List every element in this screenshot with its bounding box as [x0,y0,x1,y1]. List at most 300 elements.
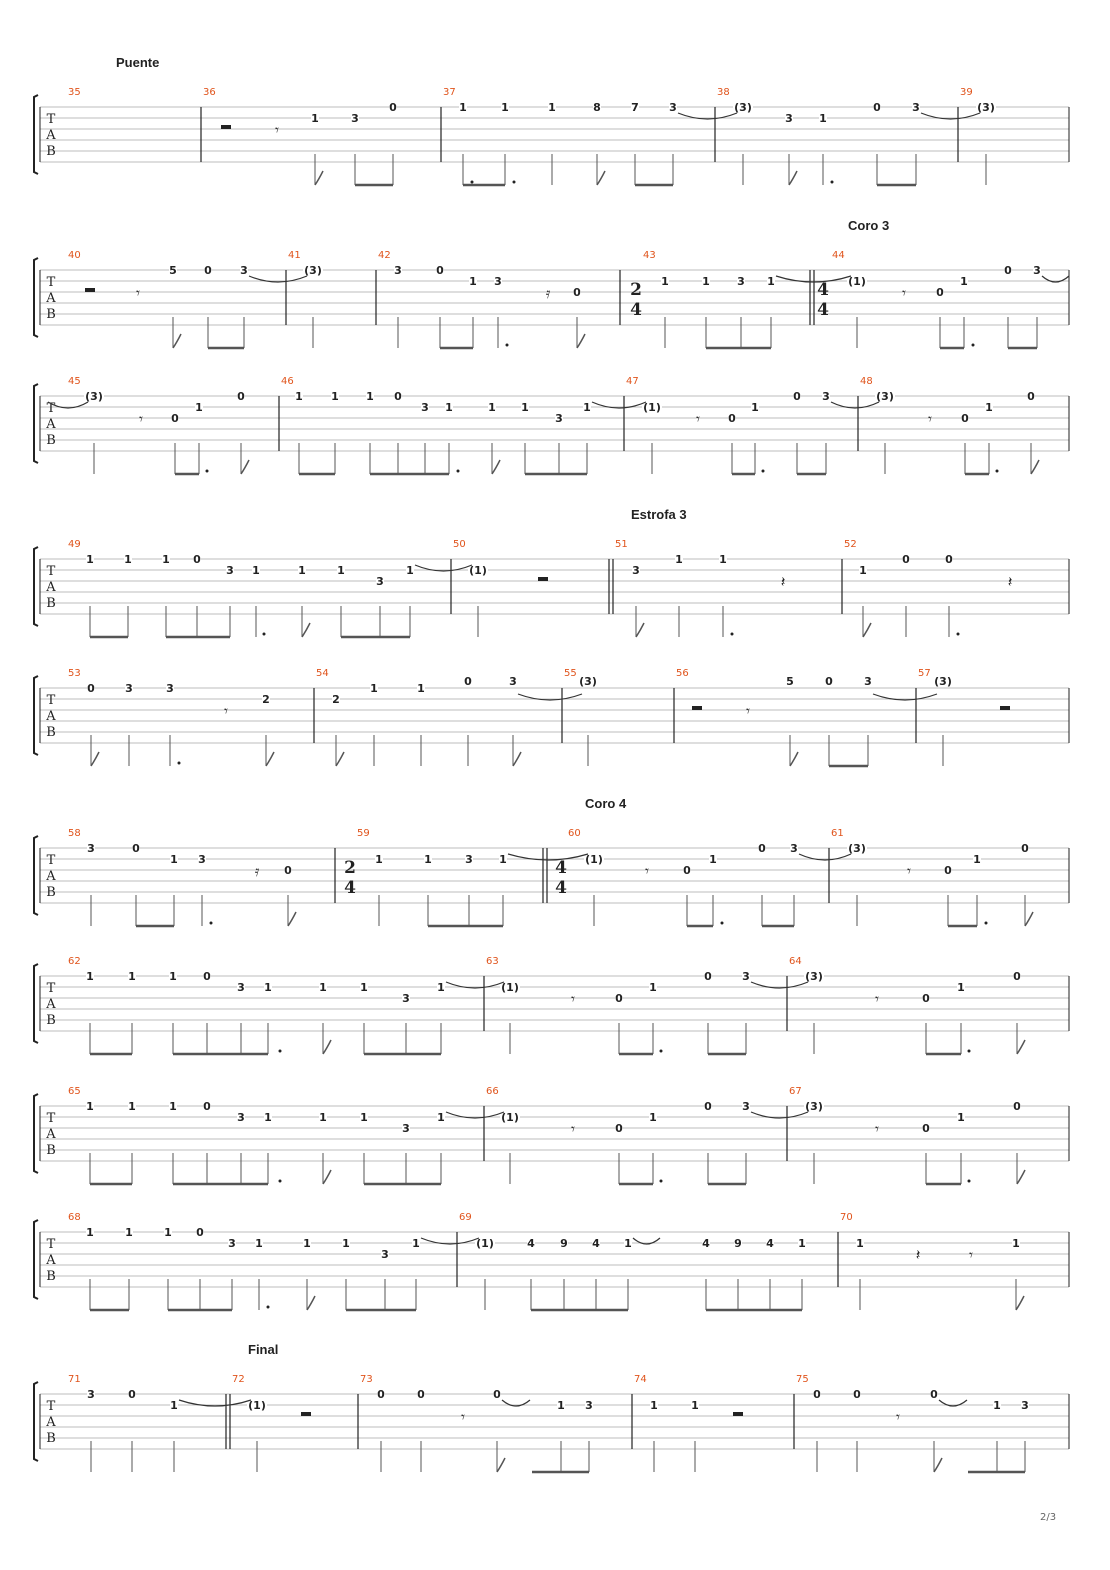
fret-number: 1 [445,401,453,414]
augmentation-dot [831,181,834,184]
fret-number: 5 [786,675,794,688]
measure-number: 43 [643,250,656,261]
section-title: Coro 3 [848,218,890,233]
fret-number: 0 [936,286,944,299]
eighth-rest: 𝄿 [545,284,551,302]
tab-clef-letter: T [46,1237,56,1252]
time-signature-top: 4 [555,858,567,878]
fret-number: 0 [132,842,140,855]
section-title: Coro 4 [585,796,627,811]
fret-number: 0 [171,412,179,425]
note-flag [266,752,274,766]
fret-number: 0 [464,675,472,688]
fret-number: 3 [1021,1399,1029,1412]
fret-number: 0 [573,286,581,299]
tab-system [34,796,1069,926]
tab-system [34,956,1069,1054]
fret-number: 0 [873,101,881,114]
fret-number: 1 [548,101,556,114]
fret-number: (3) [85,390,103,403]
tab-clef-letter: B [46,1269,56,1284]
fret-number: 0 [683,864,691,877]
fret-number: 3 [822,390,830,403]
fret-number: 1 [437,1111,445,1124]
fret-number: 1 [255,1237,263,1250]
fret-number: 3 [632,564,640,577]
note-flag [241,460,249,474]
fret-number: 1 [691,1399,699,1412]
fret-number: 1 [128,1100,136,1113]
tab-system [34,668,1069,766]
half-rest [538,577,548,581]
fret-number: 3 [237,981,245,994]
augmentation-dot [721,922,724,925]
note-flag [577,334,585,348]
fret-number: 1 [649,981,657,994]
measure-number: 47 [626,376,639,387]
quarter-rest: 𝄽 [780,573,786,591]
time-signature-top: 2 [630,280,642,300]
fret-number: 3 [742,1100,750,1113]
augmentation-dot [267,1306,270,1309]
eighth-rest: 𝄾 [571,990,575,1008]
tab-clef-letter: T [46,853,56,868]
half-rest [301,1412,311,1416]
fret-number: 1 [557,1399,565,1412]
fret-number: 1 [751,401,759,414]
note-flag [1016,1296,1024,1310]
fret-number: 0 [1004,264,1012,277]
fret-number: 1 [957,1111,965,1124]
augmentation-dot [471,181,474,184]
fret-number: 1 [86,970,94,983]
fret-number: 1 [856,1237,864,1250]
measure-number: 57 [918,668,931,679]
fret-number: 3 [1033,264,1041,277]
measure-number: 74 [634,1374,647,1385]
note-flag [492,460,500,474]
fret-number: 3 [737,275,745,288]
measure-number: 49 [68,539,81,550]
note-flag [790,752,798,766]
fret-number: 0 [87,682,95,695]
section-title: Final [248,1342,279,1357]
fret-number: 1 [370,682,378,695]
half-rest [1000,706,1010,710]
augmentation-dot [731,633,734,636]
eighth-rest: 𝄾 [896,1408,900,1426]
fret-number: 4 [766,1237,774,1250]
augmentation-dot [996,470,999,473]
tab-clef-letter: B [46,725,56,740]
fret-number: 1 [702,275,710,288]
fret-number: 1 [424,853,432,866]
fret-number: 3 [402,992,410,1005]
fret-number: 0 [853,1388,861,1401]
tab-clef-letter: B [46,307,56,322]
augmentation-dot [506,344,509,347]
augmentation-dot [660,1050,663,1053]
fret-number: 3 [394,264,402,277]
time-signature-bottom: 4 [344,878,356,898]
fret-number: 0 [1021,842,1029,855]
note-flag [636,623,644,637]
fret-number: 1 [501,101,509,114]
fret-number: 3 [87,1388,95,1401]
fret-number: 0 [902,553,910,566]
tab-clef-letter: A [46,580,56,595]
fret-number: 1 [583,401,591,414]
fret-number: 3 [494,275,502,288]
measure-number: 67 [789,1086,802,1097]
augmentation-dot [178,762,181,765]
fret-number: 1 [624,1237,632,1250]
fret-number: 3 [864,675,872,688]
measure-number: 53 [68,668,81,679]
fret-number: 3 [166,682,174,695]
measure-number: 69 [459,1212,472,1223]
tab-clef-letter: A [46,417,56,432]
fret-number: 0 [922,1122,930,1135]
measure-number: 68 [68,1212,81,1223]
fret-number: 1 [469,275,477,288]
fret-number: 1 [170,853,178,866]
fret-number: 1 [311,112,319,125]
fret-number: (1) [501,981,519,994]
fret-number: 5 [169,264,177,277]
fret-number: 3 [790,842,798,855]
fret-number: 1 [295,390,303,403]
measure-number: 62 [68,956,81,967]
measure-number: 71 [68,1374,81,1385]
fret-number: 1 [195,401,203,414]
fret-number: 1 [360,981,368,994]
fret-number: 0 [793,390,801,403]
measure-number: 39 [960,87,973,98]
note-flag [1017,1170,1025,1184]
fret-number: 1 [169,1100,177,1113]
fret-number: 0 [1013,1100,1021,1113]
measure-number: 48 [860,376,873,387]
fret-number: 1 [798,1237,806,1250]
measure-number: 54 [316,668,329,679]
measure-number: 65 [68,1086,81,1097]
note-flag [323,1170,331,1184]
fret-number: (1) [476,1237,494,1250]
note-flag [315,171,323,185]
measure-number: 59 [357,828,370,839]
fret-number: 9 [560,1237,568,1250]
fret-number: 3 [376,575,384,588]
time-signature-bottom: 4 [817,300,829,320]
note-flag [323,1040,331,1054]
fret-number: 0 [825,675,833,688]
tab-clef-letter: T [46,1399,56,1414]
measure-number: 51 [615,539,628,550]
eighth-rest: 𝄾 [875,990,879,1008]
augmentation-dot [210,922,213,925]
half-rest [733,1412,743,1416]
fret-number: 0 [1027,390,1035,403]
note-flag [336,752,344,766]
fret-number: 3 [785,112,793,125]
fret-number: 1 [649,1111,657,1124]
fret-number: 1 [957,981,965,994]
tab-clef-letter: B [46,433,56,448]
fret-number: 3 [228,1237,236,1250]
eighth-rest: 𝄾 [746,702,750,720]
measure-number: 61 [831,828,844,839]
tab-clef-letter: B [46,885,56,900]
augmentation-dot [660,1180,663,1183]
fret-number: (3) [934,675,952,688]
fret-number: (3) [848,842,866,855]
fret-number: 2 [262,693,270,706]
note-flag [173,334,181,348]
measure-number: 63 [486,956,499,967]
fret-number: 0 [922,992,930,1005]
section-title: Estrofa 3 [631,507,687,522]
fret-number: 9 [734,1237,742,1250]
augmentation-dot [985,922,988,925]
augmentation-dot [279,1180,282,1183]
fret-number: 3 [381,1248,389,1261]
fret-number: 1 [86,553,94,566]
half-rest [692,706,702,710]
fret-number: 3 [240,264,248,277]
measure-number: 66 [486,1086,499,1097]
tab-clef-letter: B [46,596,56,611]
note-flag [863,623,871,637]
fret-number: 1 [375,853,383,866]
measure-number: 40 [68,250,81,261]
system-bracket [34,964,38,1043]
measure-number: 42 [378,250,391,261]
measure-number: 36 [203,87,216,98]
system-bracket [34,1220,38,1299]
measure-number: 72 [232,1374,245,1385]
tab-clef-letter: A [46,1127,56,1142]
fret-number: 1 [960,275,968,288]
system-bracket [34,676,38,755]
measure-number: 70 [840,1212,853,1223]
note-flag [497,1458,505,1472]
fret-number: 1 [675,553,683,566]
fret-number: 1 [331,390,339,403]
fret-number: 0 [813,1388,821,1401]
fret-number: (1) [501,1111,519,1124]
fret-number: 1 [819,112,827,125]
tab-clef-letter: B [46,1143,56,1158]
fret-number: (3) [977,101,995,114]
fret-number: 1 [412,1237,420,1250]
fret-number: 1 [499,853,507,866]
fret-number: 7 [631,101,639,114]
fret-number: 1 [169,970,177,983]
eighth-rest: 𝄾 [969,1246,973,1264]
fret-number: 1 [264,981,272,994]
fret-number: 3 [509,675,517,688]
fret-number: 4 [592,1237,600,1250]
time-signature-bottom: 4 [555,878,567,898]
measure-number: 45 [68,376,81,387]
system-bracket [34,384,38,463]
fret-number: 1 [417,682,425,695]
tab-clef-letter: A [46,291,56,306]
fret-number: 1 [521,401,529,414]
fret-number: (1) [585,853,603,866]
fret-number: 1 [252,564,260,577]
half-rest [221,125,231,129]
augmentation-dot [762,470,765,473]
fret-number: 1 [319,1111,327,1124]
fret-number: 0 [493,1388,501,1401]
measure-number: 60 [568,828,581,839]
fret-number: 3 [125,682,133,695]
fret-number: 0 [389,101,397,114]
fret-number: 1 [459,101,467,114]
fret-number: 0 [436,264,444,277]
measure-number: 64 [789,956,802,967]
eighth-rest: 𝄾 [928,410,932,428]
fret-number: 1 [164,1226,172,1239]
fret-number: 0 [961,412,969,425]
tab-clef-letter: B [46,1013,56,1028]
fret-number: (3) [805,970,823,983]
fret-number: 1 [488,401,496,414]
time-signature-top: 2 [344,858,356,878]
augmentation-dot [279,1050,282,1053]
tab-clef-letter: T [46,981,56,996]
note-flag [789,171,797,185]
fret-number: (1) [469,564,487,577]
fret-number: 3 [742,970,750,983]
fret-number: 1 [337,564,345,577]
fret-number: 0 [203,1100,211,1113]
fret-number: 1 [125,1226,133,1239]
system-bracket [34,258,38,337]
fret-number: 1 [342,1237,350,1250]
time-signature-top: 4 [817,280,829,300]
fret-number: 0 [615,1122,623,1135]
measure-number: 75 [796,1374,809,1385]
tab-system [34,1212,1069,1310]
fret-number: 1 [86,1226,94,1239]
note-flag [91,752,99,766]
eighth-rest: 𝄾 [139,410,143,428]
eighth-rest: 𝄾 [902,284,906,302]
fret-number: 0 [728,412,736,425]
fret-number: 1 [406,564,414,577]
tab-system [34,218,1069,348]
augmentation-dot [206,470,209,473]
note-flag [934,1458,942,1472]
fret-number: 4 [702,1237,710,1250]
measure-number: 50 [453,539,466,550]
quarter-rest: 𝄽 [1007,573,1013,591]
fret-number: 1 [661,275,669,288]
augmentation-dot [957,633,960,636]
fret-number: 1 [993,1399,1001,1412]
tab-clef-letter: A [46,709,56,724]
fret-number: 1 [859,564,867,577]
eighth-rest: 𝄾 [275,121,279,139]
fret-number: 0 [945,553,953,566]
half-rest [85,288,95,292]
tab-system [34,376,1069,474]
fret-number: 0 [203,970,211,983]
fret-number: 3 [237,1111,245,1124]
fret-number: 1 [719,553,727,566]
note-flag [597,171,605,185]
tab-system [34,1342,1069,1472]
time-signature-bottom: 4 [630,300,642,320]
augmentation-dot [457,470,460,473]
eighth-rest: 𝄿 [254,862,260,880]
fret-number: 3 [421,401,429,414]
fret-number: 3 [198,853,206,866]
fret-number: 0 [704,970,712,983]
system-bracket [34,95,38,174]
fret-number: 0 [704,1100,712,1113]
augmentation-dot [968,1180,971,1183]
fret-number: 1 [767,275,775,288]
tab-clef-letter: T [46,275,56,290]
fret-number: 3 [402,1122,410,1135]
note-flag [1017,1040,1025,1054]
measure-number: 55 [564,668,577,679]
measure-number: 52 [844,539,857,550]
fret-number: 3 [351,112,359,125]
note-flag [307,1296,315,1310]
fret-number: 0 [758,842,766,855]
fret-number: 3 [465,853,473,866]
system-bracket [34,1094,38,1173]
augmentation-dot [513,181,516,184]
system-bracket [34,1382,38,1461]
fret-number: 1 [360,1111,368,1124]
fret-number: 1 [709,853,717,866]
fret-number: 1 [124,553,132,566]
measure-number: 35 [68,87,81,98]
fret-number: 0 [615,992,623,1005]
fret-number: (1) [848,275,866,288]
fret-number: (3) [304,264,322,277]
measure-number: 37 [443,87,456,98]
fret-number: 1 [128,970,136,983]
fret-number: 0 [196,1226,204,1239]
eighth-rest: 𝄾 [136,284,140,302]
fret-number: 3 [87,842,95,855]
tab-system [34,1086,1069,1184]
measure-number: 46 [281,376,294,387]
fret-number: 2 [332,693,340,706]
tab-clef-letter: A [46,1253,56,1268]
measure-number: 73 [360,1374,373,1385]
fret-number: 1 [264,1111,272,1124]
fret-number: 0 [284,864,292,877]
note-flag [288,912,296,926]
tab-system [34,55,1069,185]
fret-number: 1 [303,1237,311,1250]
tab-clef-letter: T [46,112,56,127]
measure-number: 56 [676,668,689,679]
fret-number: 0 [930,1388,938,1401]
tab-clef-letter: B [46,1431,56,1446]
tab-clef-letter: A [46,128,56,143]
fret-number: 0 [193,553,201,566]
fret-number: (1) [643,401,661,414]
